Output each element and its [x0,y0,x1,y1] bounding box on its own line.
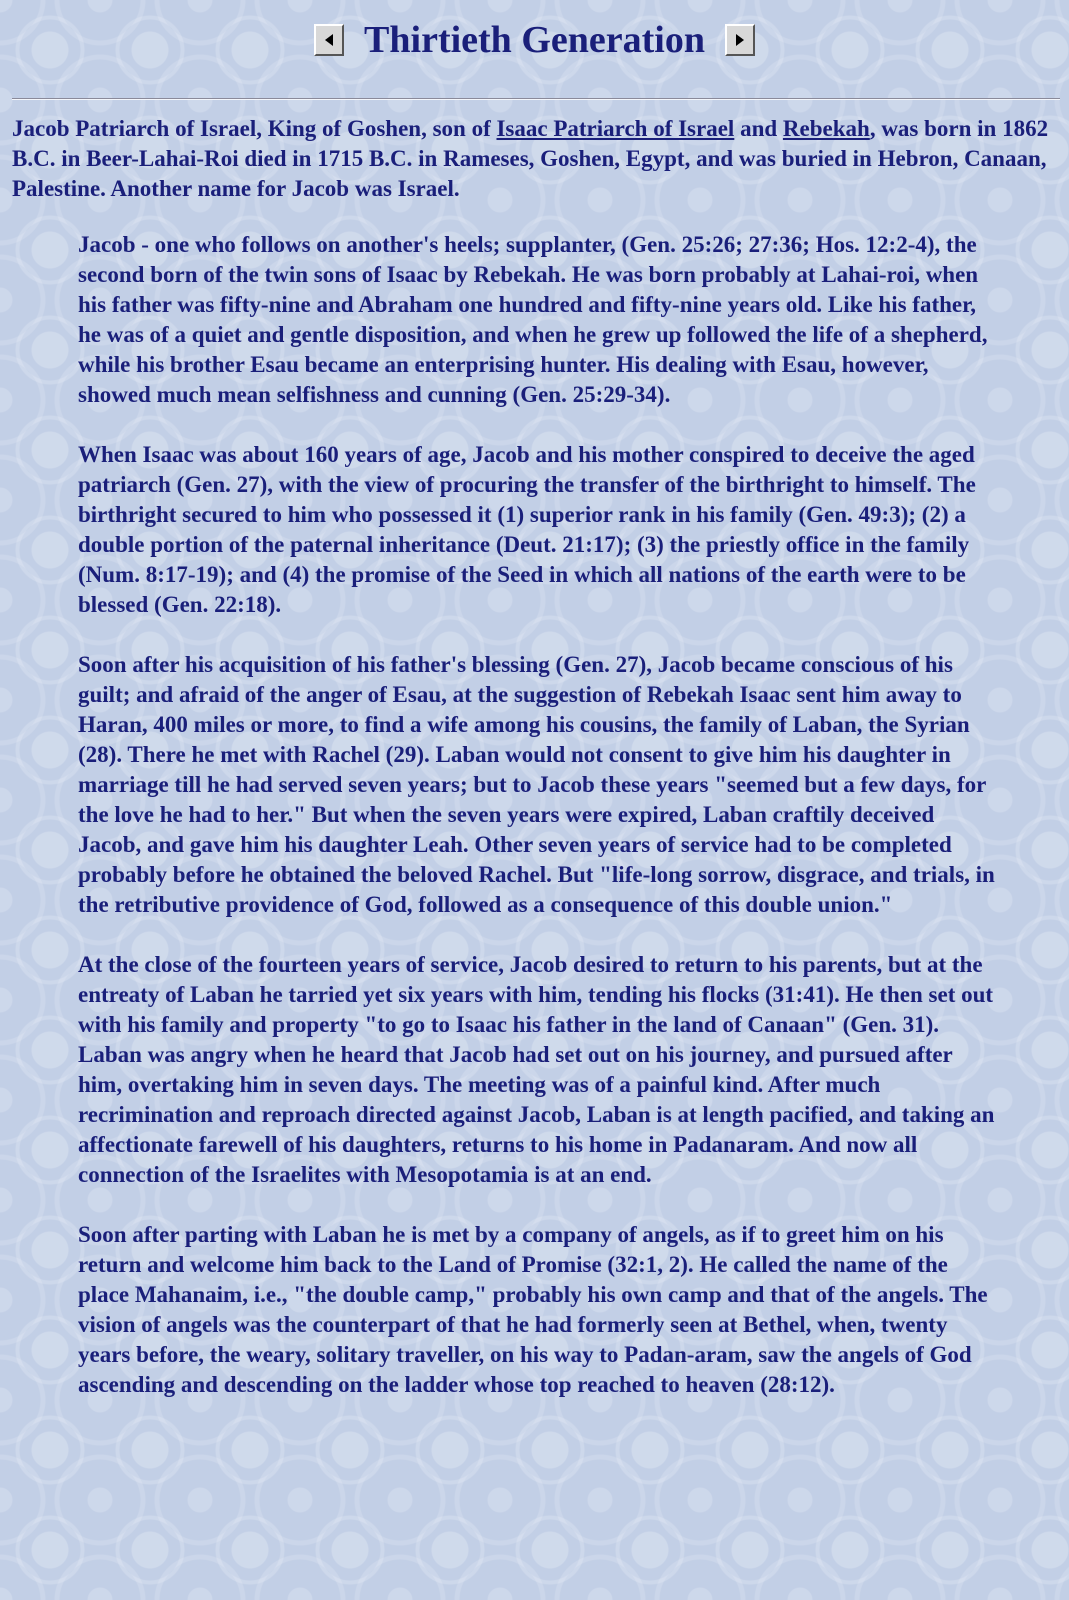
triangle-right-icon [734,33,746,47]
previous-generation-button[interactable] [314,24,344,56]
triangle-left-icon [323,33,335,47]
father-link[interactable]: Isaac Patriarch of Israel [496,116,735,141]
summary-text: and [734,116,783,141]
next-generation-button[interactable] [725,24,755,56]
horizontal-rule [12,98,1060,100]
person-summary [12,114,1062,204]
biography-paragraph: When Isaac was about 160 years of age, Jacob and his mother conspired to deceive the aged patriarch (Gen. 27), with the view of procuring the transfer of the birthright to himself. The birthright secured to him who possessed it (1) superior rank in his family (Gen. 49:3); (2) a double portion of the paternal inheritance (Deut. 21:17); (3) the priestly office in the family (Num. 8:17-19); and (4) the promise of the Seed in which all nations of the earth were to be blessed (Gen. 22:18). [78,442,976,617]
biography-paragraph: Soon after his acquisition of his father's blessing (Gen. 27), Jacob became conscious of his guilt; and afraid of the anger of Esau, at the suggestion of Rebekah Isaac sent him away to Haran, 400 miles or more, to find a wife among his cousins, the family of Laban, the Syrian (28). There he met with Rachel (29). Laban would not consent to give him his daughter in marriage till he had served seven years; but to Jacob these years "seemed but a few days, for the love he had to her." But when the seven years were expired, Laban craftily deceived Jacob, and gave him his daughter Leah. Other seven years of service had to be completed probably before he obtained the beloved Rachel. But "life-long sorrow, disgrace, and trials, in the retributive providence of God, followed as a consequence of this double union." [78,652,995,917]
summary-text: , was born in 1862 B.C. in Beer-Lahai-Roi died in 1715 B.C. in Rameses, Goshen, Egypt, and was buried in Hebron, Canaan, Palestine. Another name for Jacob was Israel. [12,116,1049,201]
page-header [0,14,1069,66]
page-title: Thirtieth Generation [364,19,705,61]
biography-paragraph: At the close of the fourteen years of service, Jacob desired to return to his parents, but at the entreaty of Laban he tarried yet six years with him, tending his flocks (31:41). He then set out with his family and property "to go to Isaac his father in the land of Canaan" (Gen. 31). Laban was angry when he heard that Jacob had set out on his journey, and pursued after him, overtaking him in seven days. The meeting was of a painful kind. After much recrimination and reproach directed against Jacob, Laban is at length pacified, and taking an affectionate farewell of his daughters, returns to his home in Padanaram. And now all connection of the Israelites with Mesopotamia is at an end. [78,952,995,1187]
biography-paragraph: Jacob - one who follows on another's heels; supplanter, (Gen. 25:26; 27:36; Hos. 12:2-4), the second born of the twin sons of Isaac by Rebekah. He was born probably at Lahai-roi, when his father was fifty-nine and Abraham one hundred and fifty-nine years old. Like his father, he was of a quiet and gentle disposition, and when he grew up followed the life of a shepherd, while his brother Esau became an enterprising hunter. His dealing with Esau, however, showed much mean selfishness and cunning (Gen. 25:29-34). [78,232,988,407]
biography-blockquote [78,230,998,1430]
mother-link[interactable]: Rebekah [782,116,870,141]
summary-text: Jacob Patriarch of Israel, King of Goshen, son of [12,116,497,141]
biography-paragraph: Soon after parting with Laban he is met by a company of angels, as if to greet him on his return and welcome him back to the Land of Promise (32:1, 2). He called the name of the place Mahanaim, i.e., "the double camp," probably his own camp and that of the angels. The vision of angels was the counterpart of that he had formerly seen at Bethel, when, twenty years before, the weary, solitary traveller, on his way to Padan-aram, saw the angels of God ascending and descending on the ladder whose top reached to heaven (28:12). [78,1222,988,1397]
